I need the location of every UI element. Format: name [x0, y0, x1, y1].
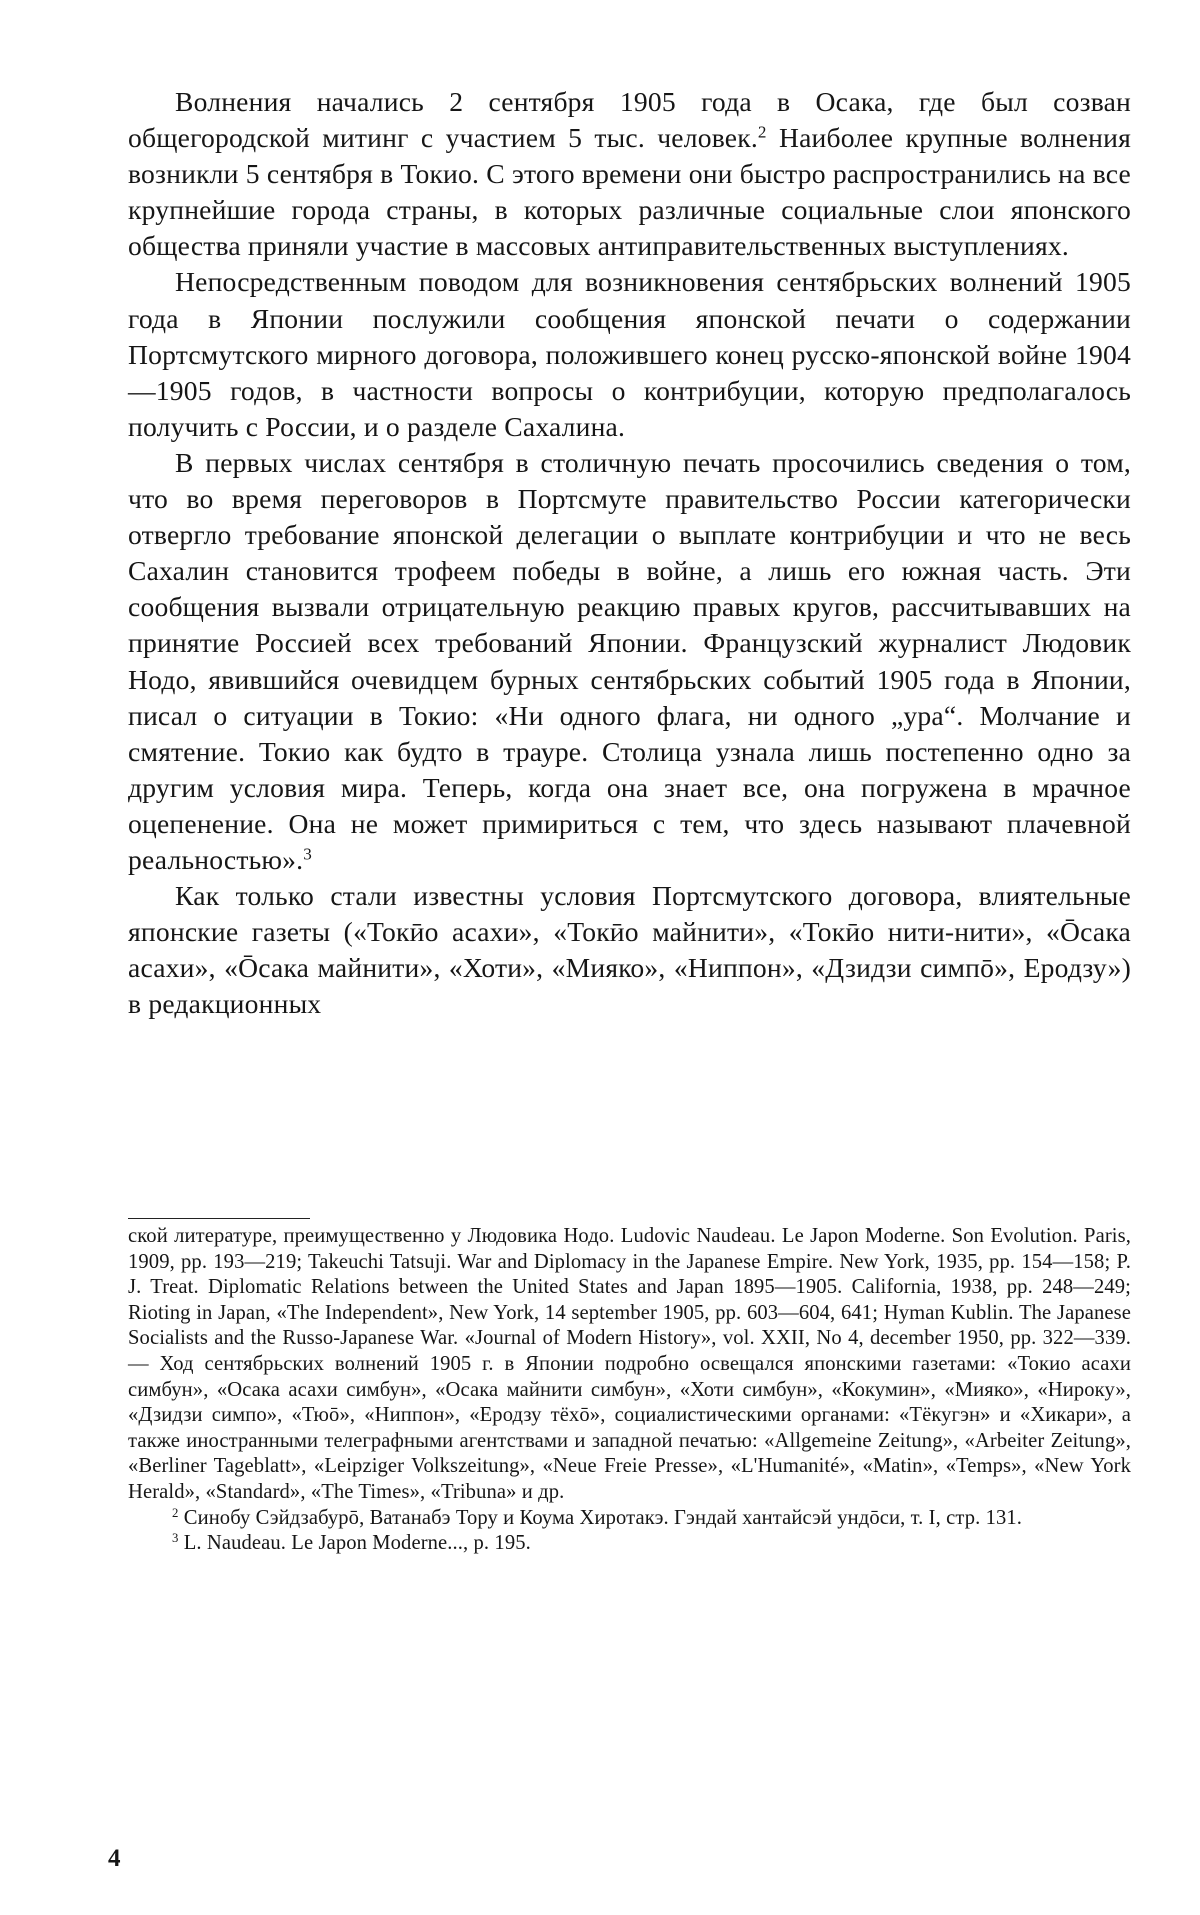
footnote-number: 2 [172, 1505, 179, 1520]
paragraph: Непосредственным поводом для возникновения сентябрьских волнений 1905 года в Японии послужили сообщения японской печати о содержании Портсмутского мирного договора, положившего конец русско-японской войне 1904—1905 годов, в частности вопросы о контрибуции, которую предполагалось получить с России, и о разделе Сахалина. [128, 266, 1131, 442]
main-text [128, 84, 1131, 1022]
paragraph-text: В первых числах сентября в столичную печать просочились сведения о том, что во время переговоров в Портсмуте правительство России категорически отвергло требование японской делегации о выплате контрибуции и что не весь Сахалин становится трофеем победы в войне, а лишь его южная часть. Эти сообщения вызвали отрицательную реакцию правых кругов, рассчитывавших на принятие Россией всех требований Японии. Французский журналист Людовик Нодо, явившийся очевидцем бурных сентябрьских событий 1905 года в Японии, писал о ситуации в Токио: «Ни одного флага, ни одного „ура“. Молчание и смятение. Токио как будто в трауре. Столица узнала лишь постепенно одно за другим условия мира. Теперь, когда она знает все, она погружена в мрачное оцепенение. Она не может примириться с тем, что здесь называют плачевной реальностью». [128, 446, 1131, 875]
footnote-ref: 2 [757, 122, 767, 142]
footnote-text: Синобу Сэйдзабурō, Ватанабэ Тору и Коума Хиротакэ. Гэндай хантайсэй ундōси, т. I, стр. 131. [178, 1506, 1023, 1529]
footnotes [128, 1224, 1131, 1557]
footnote [128, 1531, 1131, 1557]
paragraph-text: Наиболее крупные волнения возникли 5 сентября в Токио. С этого времени они быстро распространились на все крупнейшие города страны, в которых различные социальные слои японского общества приняли участие в массовых антиправительственных выступлениях. [128, 122, 1131, 262]
paragraph [128, 445, 1131, 878]
footnote-continuation: ской литературе, преимущественно у Людовика Нодо. Ludovic Naudeau. Le Japon Moderne. Son Evolution. Paris, 1909, pp. 193—219; Takeuchi Tatsuji. War and Diplomacy in the Japanese Empire. New York, 1935, pp. 154—158; P. J. Treat. Diplomatic Relations between the United States and Japan 1895—1905. California, 1938, pp. 248—249; Rioting in Japan, «The Independent», New York, 14 september 1905, pp. 603—604, 641; Hyman Kublin. The Japanese Socialists and the Russo-Japanese War. «Journal of Modern History», vol. XXII, No 4, december 1950, pp. 322—339. — Ход сентябрьских волнений 1905 г. в Японии подробно освещался японскими газетами: «Токио асахи симбун», «Осака асахи симбун», «Осака майнити симбун», «Хоти симбун», «Кокумин», «Мияко», «Нироку», «Дзидзи симпо», «Тюō», «Ниппон», «Еродзу тёхō», социалистическими органами: «Тёкугэн» и «Хикари», а также иностранными телеграфными агентствами и западной печатью: «Allgemeine Zeitung», «Arbeiter Zeitung», «Berliner Tageblatt», «Leipziger Volkszeitung», «Neue Freie Presse», «L'Humanité», «Matin», «Temps», «New York Herald», «Standard», «The Times», «Tribuna» и др. [128, 1225, 1131, 1503]
footnote-number: 3 [172, 1531, 179, 1546]
footnote-text: L. Naudeau. Le Japon Moderne..., p. 195. [178, 1532, 531, 1555]
footnote [128, 1506, 1131, 1532]
paragraph: Как только стали известны условия Портсмутского договора, влиятельные японские газеты («Токӣо асахи», «Токӣо майнити», «Токӣо нити-нити», «Ōсака асахи», «Ōсака майнити», «Хоти», «Мияко», «Ниппон», «Дзидзи симпō», Еродзу») в редакционных [128, 880, 1131, 1020]
footnote-divider [128, 1218, 310, 1219]
page-number: 4 [108, 1845, 121, 1872]
footnote-ref: 3 [303, 844, 313, 864]
paragraph [128, 84, 1131, 264]
paragraph-text: Волнения начались 2 сентября 1905 года в Осака, где был созван общегородской митинг с участием 5 тыс. человек. [128, 86, 1131, 154]
